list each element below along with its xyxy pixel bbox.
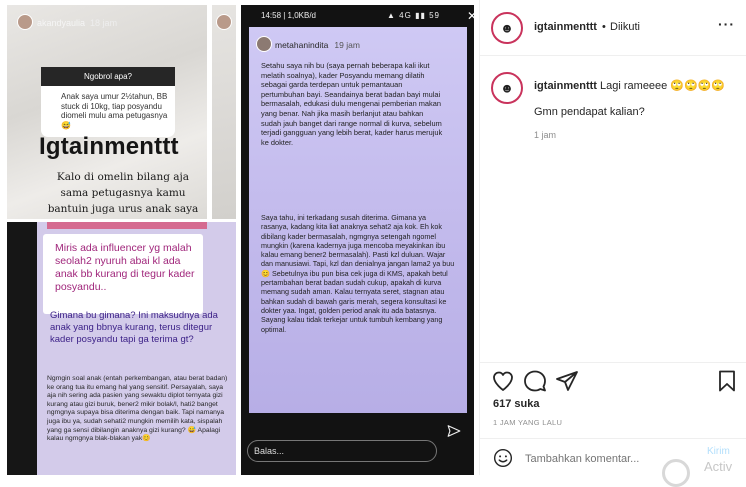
reply-card-text: Miris ada influencer yg malah seolah2 nyuruh abai kl ada anak bb kurang di tegur kader posyandu.. xyxy=(55,242,195,293)
story-username: metahanindita xyxy=(275,40,329,50)
caption-username[interactable]: igtainmenttt xyxy=(534,80,597,92)
more-options-icon[interactable]: ··· xyxy=(718,16,735,32)
story-paragraph-2: Saya tahu, ini terkadang susah diterima. Gimana ya rasanya, kadang kita liat anaknya sehat2 aja kok. Eh kok dibilang kader bermasalah, ngmgnya setengah ngomel mungkin (karena kadernya juga mencoba meyakinkan ibu kalau emang bener2 bermasalah). Pasti kzl duluan. Wajar dan manusiawi. Tapi, kzl dan denialnya jangan lama2 ya buu😊 Sebetulnya ibu pun bisa cek juga di KMS, apakah betul pertambahan berat badan sudah cukup, apakah di kurva memang sudah aman. Kalau ternyata seret, stagnan atau bahkan sudah di bawah garis merah, segera konsultasi ke dokter yaa. Ingat, golden period anak itu ada batasnya. Sayang kalau tidak terkejar untuk tumbuh kembang yang optimal. xyxy=(261,213,455,334)
post-header xyxy=(480,0,746,56)
story-question-text: Gimana bu gimana? Ini maksudnya ada anak yang bbnya kurang, terus ditegur kader posyandu tapi ga terima gt? xyxy=(50,310,218,345)
activation-watermark: Activ xyxy=(704,459,733,474)
post-actions xyxy=(480,362,746,475)
story-avatar xyxy=(256,36,272,52)
story-caption: Kalo di omelin bilang aja sama petugasnya kamu bantuin juga urus anak saya xyxy=(47,171,199,215)
question-title: Ngobrol apa? xyxy=(41,67,175,86)
story-user xyxy=(37,18,117,28)
bookmark-icon[interactable] xyxy=(715,369,739,393)
emoji-icon[interactable] xyxy=(493,448,513,468)
story-user xyxy=(275,40,360,50)
like-count[interactable]: 617 suka xyxy=(493,398,540,410)
caption-line xyxy=(534,79,739,92)
follow-status-button[interactable]: Diikuti xyxy=(610,21,640,33)
reply-card xyxy=(43,234,203,314)
question-box xyxy=(41,67,175,137)
header-username[interactable]: igtainmenttt xyxy=(534,21,597,33)
story-top-bar xyxy=(47,222,207,229)
strip-avatar xyxy=(216,14,232,30)
account-avatar[interactable] xyxy=(491,12,523,44)
instagram-post-panel xyxy=(479,0,745,475)
story-username: akandyaulia xyxy=(37,18,86,28)
header-separator: • xyxy=(602,21,606,33)
phone-status-time: 14:58 | 1,0KB/d xyxy=(261,11,317,20)
post-timestamp: 1 JAM YANG LALU xyxy=(493,418,563,427)
question-answer: Anak saya umur 2½tahun, BB stuck di 10kg, tiap posyandu diomeli mulu ama petugasnya 😅 xyxy=(61,92,168,130)
story-time: 19 jam xyxy=(334,40,360,50)
comment-bar xyxy=(480,438,746,476)
story-card xyxy=(249,27,467,413)
story-screenshot-bottom-left xyxy=(7,222,236,475)
caption-time: 1 jam xyxy=(534,130,557,140)
close-icon[interactable]: ✕ xyxy=(467,9,478,23)
phone-status-icons: ▲ 4G ▮▮ 59 xyxy=(387,11,440,20)
share-icon[interactable] xyxy=(555,369,579,393)
direct-send-icon[interactable] xyxy=(447,424,461,441)
story-screenshot-phone xyxy=(241,5,478,475)
caption-text-2: Gmn pendapat kalian? xyxy=(534,106,645,118)
story-strip-cropped xyxy=(212,5,236,219)
post-comment-button[interactable]: Kirim xyxy=(707,446,730,457)
heart-icon[interactable] xyxy=(491,369,515,393)
story-screenshot-top-left xyxy=(7,5,207,219)
watermark-circle xyxy=(662,459,690,487)
story-avatar xyxy=(17,14,33,30)
caption-avatar[interactable] xyxy=(491,72,523,104)
avatar-logo-icon: ☻ xyxy=(500,80,514,96)
comment-icon[interactable] xyxy=(523,369,547,393)
story-time: 18 jam xyxy=(90,18,118,28)
caption-text: Lagi rameeee 🙄🙄🙄🙄 xyxy=(600,80,726,92)
avatar-logo-icon: ☻ xyxy=(500,20,514,36)
brand-watermark: Igtainmenttt xyxy=(39,133,179,160)
story-paragraph-1: Setahu saya nih bu (saya pernah beberapa kali ikut melatih soalnya), kader Posyandu memang dilatih sebagai garda terdepan untuk pemantauan pertumbuhan bayi. Seandainya berat badan bayi mulai bermasalah, edukasi dulu mengenai pemberian makan yang benar. Nah jika masih berlanjut atau bahkan sudah jauh banget dari range normal di kurva, sebelum terjadi gangguan yang lebih berat, kader harus merujuk ke dokter. xyxy=(261,61,443,147)
story-reply-field[interactable] xyxy=(247,440,437,462)
story-long-text: Ngmgin soal anak (entah perkembangan, atau berat badan) ke orang tua itu emang hal yang sensitif. Persayalah, saya aja nih sering ada pasien yang sewaktu diplot ternyata gizi kurang atau gizi buruk, bener2 mikir bolak/l, hati2 banget ngmgnya supaya bisa diterima dengan baik. Tapi namanya juga ibu ya, sudah sehati2 mungkin memilih kata, sispalah yang ga sensi dibilangin anaknya gizi kurang? 😅 Apalagi kalau ngmgnya blak-blakan yak😊 xyxy=(47,375,228,443)
story-reply-placeholder: Balas... xyxy=(254,446,285,456)
